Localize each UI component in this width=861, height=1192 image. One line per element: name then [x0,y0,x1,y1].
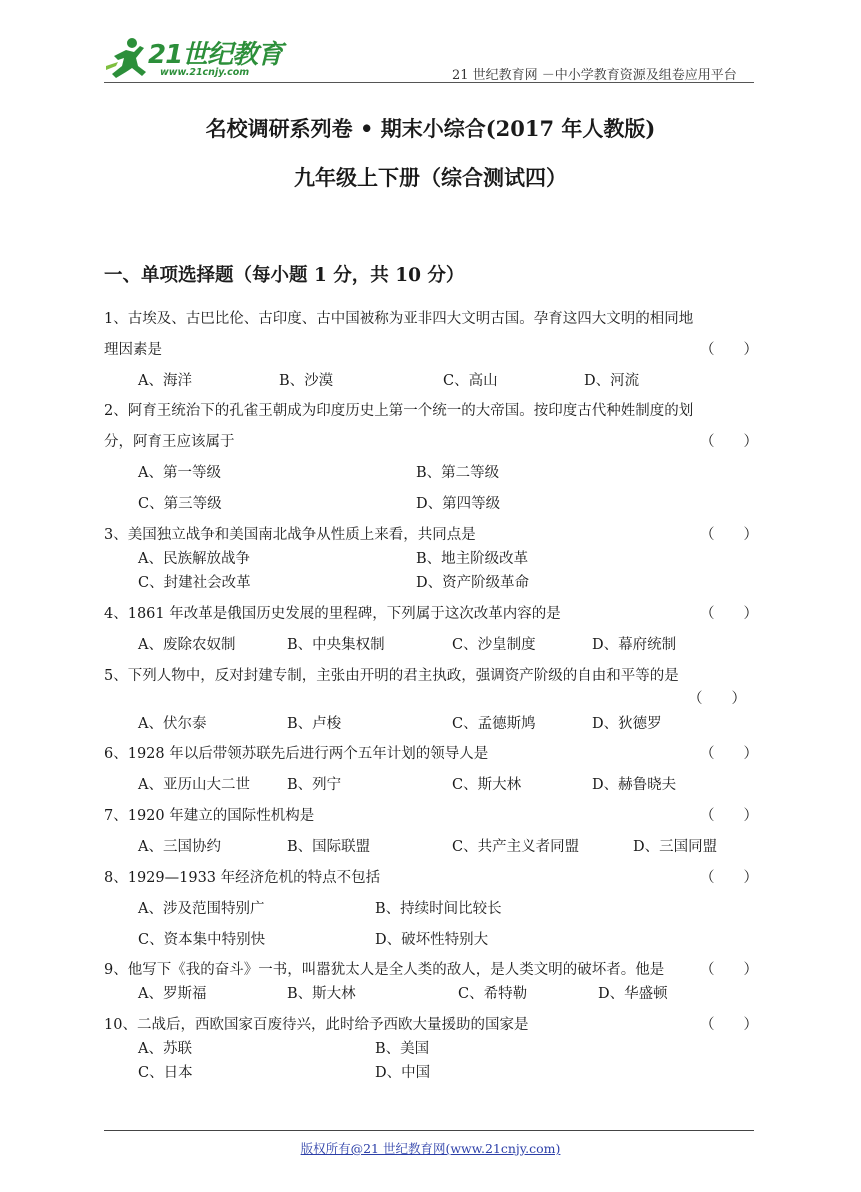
question-stem: 7、1920 年建立的国际性机构是 [104,808,315,824]
option: D、河流 [584,373,640,389]
answer-bracket: （ ） [700,870,758,886]
question-stem: 8、1929—1933 年经济危机的特点不包括 [104,870,381,886]
logo-url: www.21cnjy.com [160,67,250,78]
question-stem: 6、1928 年以后带领苏联先后进行两个五年计划的领导人是 [104,746,489,762]
option: B、列宁 [287,777,342,793]
option: A、海洋 [138,373,192,389]
answer-bracket: （ ） [700,606,758,622]
copyright-link[interactable]: 版权所有@21 世纪教育网(www.21cnjy.com) [300,1141,561,1156]
question-stem-cont: 分，阿育王应该属于 [104,434,235,450]
question-stem: 2、阿育王统治下的孔雀王朝成为印度历史上第一个统一的大帝国。按印度古代种姓制度的划 [104,403,694,419]
option: B、斯大林 [287,986,356,1002]
option: C、日本 [138,1065,193,1081]
option: A、民族解放战争 [138,551,250,567]
header-divider [104,82,754,83]
footer-divider [104,1130,754,1131]
option: C、第三等级 [138,496,222,512]
option: A、苏联 [138,1041,192,1057]
option: A、废除农奴制 [138,637,236,653]
answer-bracket: （ ） [700,342,758,358]
exam-subtitle: 九年级上下册（综合测试四） [294,165,567,190]
answer-bracket: （ ） [700,808,758,824]
option: A、第一等级 [138,465,221,481]
question-stem: 1、古埃及、古巴比伦、古印度、古中国被称为亚非四大文明古国。孕育这四大文明的相同地 [104,311,694,327]
option: D、狄德罗 [592,716,662,732]
option: A、涉及范围特别广 [138,901,265,917]
option: C、封建社会改革 [138,575,251,591]
option: B、持续时间比较长 [375,901,502,917]
option: B、卢梭 [287,716,342,732]
option: B、中央集权制 [287,637,385,653]
question-stem: 5、下列人物中，反对封建专制，主张由开明的君主执政，强调资产阶级的自由和平等的是 [104,668,679,684]
question-stem: 9、他写下《我的奋斗》一书，叫嚣犹太人是全人类的敌人，是人类文明的破坏者。他是 [104,962,665,978]
option: B、第二等级 [416,465,500,481]
answer-bracket: （ ） [700,962,758,978]
option: D、中国 [375,1065,431,1081]
answer-bracket: （ ） [688,691,746,707]
section-heading: 一、单项选择题（每小题 1 分，共 10 分） [104,265,465,286]
option: C、希特勒 [458,986,528,1002]
answer-bracket: （ ） [700,746,758,762]
option: B、地主阶级改革 [416,551,529,567]
answer-bracket: （ ） [700,434,758,450]
question-stem-cont: 理因素是 [104,342,162,358]
logo-text: 21世纪教育 [148,40,283,70]
option: A、罗斯福 [138,986,207,1002]
answer-bracket: （ ） [700,527,758,543]
option: A、亚历山大二世 [138,777,250,793]
answer-bracket: （ ） [700,1017,758,1033]
option: D、三国同盟 [633,839,718,855]
option: B、美国 [375,1041,430,1057]
option: C、孟德斯鸠 [452,716,536,732]
question-stem: 3、美国独立战争和美国南北战争从性质上来看，共同点是 [104,527,476,543]
option: A、伏尔泰 [138,716,207,732]
question-stem: 10、二战后，西欧国家百废待兴，此时给予西欧大量援助的国家是 [104,1017,529,1033]
option: B、国际联盟 [287,839,371,855]
option: D、幕府统制 [592,637,677,653]
option: A、三国协约 [138,839,221,855]
option: D、华盛顿 [598,986,668,1002]
option: B、沙漠 [279,373,334,389]
option: D、第四等级 [416,496,501,512]
question-stem: 4、1861 年改革是俄国历史发展的里程碑，下列属于这次改革内容的是 [104,606,561,622]
site-slogan: 21 世纪教育网 －中小学教育资源及组卷应用平台 [452,68,737,83]
option: D、赫鲁晓夫 [592,777,677,793]
site-logo [104,34,304,84]
exam-title: 名校调研系列卷 • 期末小综合(2017 年人教版) [205,116,656,141]
option: C、高山 [443,373,498,389]
option: D、破坏性特别大 [375,932,489,948]
option: C、沙皇制度 [452,637,536,653]
option: D、资产阶级革命 [416,575,530,591]
option: C、共产主义者同盟 [452,839,580,855]
option: C、斯大林 [452,777,522,793]
runner-icon [104,36,152,80]
option: C、资本集中特别快 [138,932,266,948]
